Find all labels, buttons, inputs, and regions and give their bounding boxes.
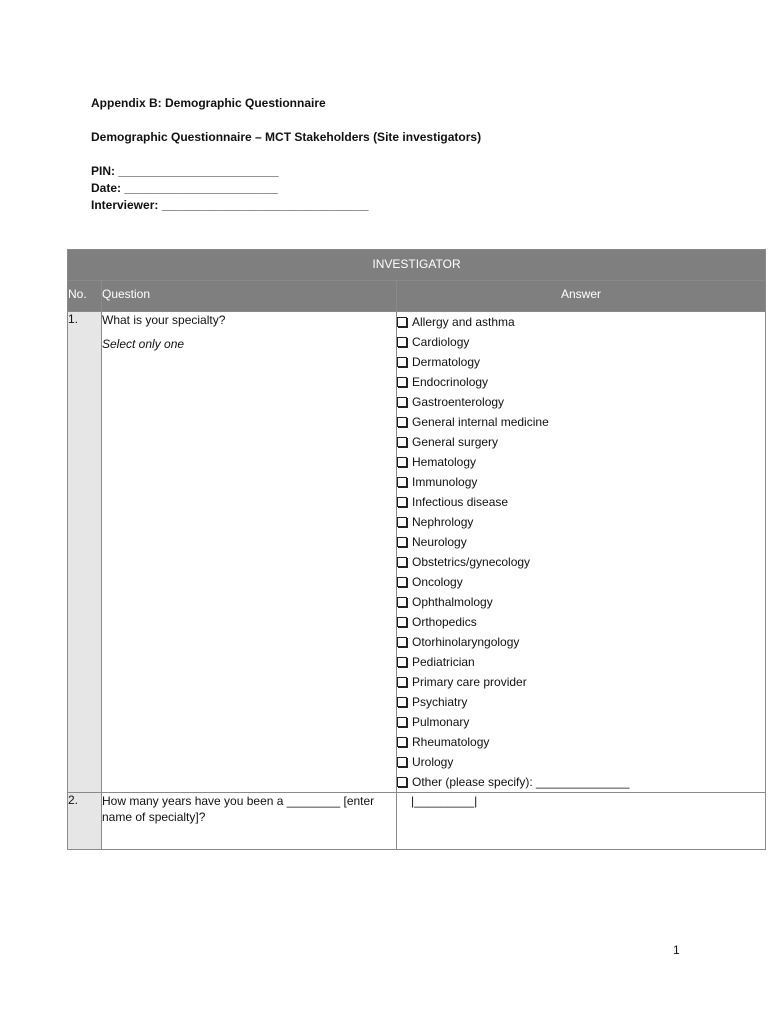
question-number: 1. [68,312,102,793]
option-label: Rheumatology [412,735,490,749]
years-answer-field[interactable]: |_________| [411,794,478,808]
checkbox-icon[interactable] [397,497,407,507]
page-number: 1 [673,943,680,957]
checkbox-icon[interactable] [397,657,407,667]
option-label: Endocrinology [412,375,489,389]
option-label: General internal medicine [412,415,549,429]
option-label: Psychiatry [412,695,468,709]
specialty-option[interactable] [397,592,765,612]
specialty-option[interactable] [397,412,765,432]
option-label: Primary care provider [412,675,527,689]
specialty-option[interactable] [397,452,765,472]
specialty-option[interactable] [397,532,765,552]
checkbox-icon[interactable] [397,637,407,647]
specialty-option[interactable] [397,672,765,692]
checkbox-icon[interactable] [397,437,407,447]
specialty-options [397,312,766,793]
specialty-option[interactable] [397,732,765,752]
checkbox-icon[interactable] [397,757,407,767]
specialty-option[interactable] [397,472,765,492]
checkbox-icon[interactable] [397,737,407,747]
option-label: Infectious disease [412,495,509,509]
checkbox-icon[interactable] [397,337,407,347]
checkbox-icon[interactable] [397,417,407,427]
checkbox-icon[interactable] [397,597,407,607]
checkbox-icon[interactable] [397,677,407,687]
checkbox-icon[interactable] [397,517,407,527]
column-header-answer: Answer [397,281,766,312]
checkbox-icon[interactable] [397,357,407,367]
specialty-option[interactable] [397,632,765,652]
option-label: Dermatology [412,355,481,369]
specialty-option[interactable] [397,772,765,792]
option-label: Neurology [412,535,467,549]
option-label: Cardiology [412,335,470,349]
option-label: Pulmonary [412,715,470,729]
question-text: How many years have you been a ________ [enter name of specialty]? [102,793,397,850]
column-header-no: No. [68,281,102,312]
specialty-option[interactable] [397,332,765,352]
table-row [68,793,766,850]
option-label: Pediatrician [412,655,475,669]
specialty-option[interactable] [397,692,765,712]
option-label: Orthopedics [412,615,477,629]
option-label: Urology [412,755,454,769]
document-header [91,95,481,214]
option-label: Ophthalmology [412,595,493,609]
option-label: Gastroenterology [412,395,505,409]
option-label: Hematology [412,455,477,469]
checkbox-icon[interactable] [397,537,407,547]
checkbox-icon[interactable] [397,717,407,727]
option-label: Obstetrics/gynecology [412,555,531,569]
question-text: What is your specialty? [102,313,226,327]
specialty-option[interactable] [397,712,765,732]
option-label: General surgery [412,435,499,449]
checkbox-icon[interactable] [397,577,407,587]
interviewer-field[interactable]: Interviewer: _______________________________ [91,198,369,212]
checkbox-icon[interactable] [397,317,407,327]
specialty-option[interactable] [397,512,765,532]
date-field[interactable]: Date: _______________________ [91,181,278,195]
checkbox-icon[interactable] [397,457,407,467]
question-number: 2. [68,793,102,850]
specialty-option[interactable] [397,752,765,772]
option-label: Oncology [412,575,463,589]
questionnaire-title: Demographic Questionnaire – MCT Stakeholders (Site investigators) [91,130,482,144]
option-label: Nephrology [412,515,474,529]
option-label: Allergy and asthma [412,315,515,329]
specialty-option[interactable] [397,432,765,452]
specialty-option[interactable] [397,492,765,512]
checkbox-icon[interactable] [397,377,407,387]
specialty-option[interactable] [397,572,765,592]
specialty-option[interactable] [397,352,765,372]
option-label: Other (please specify): ______________ [412,775,630,789]
option-label: Otorhinolaryngology [412,635,520,649]
questionnaire-table [67,249,766,850]
pin-field[interactable]: PIN: ________________________ [91,164,279,178]
checkbox-icon[interactable] [397,557,407,567]
specialty-option[interactable] [397,552,765,572]
specialty-option[interactable] [397,392,765,412]
specialty-option[interactable] [397,652,765,672]
table-banner: INVESTIGATOR [68,250,766,281]
specialty-option[interactable] [397,612,765,632]
checkbox-icon[interactable] [397,397,407,407]
appendix-title: Appendix B: Demographic Questionnaire [91,96,326,110]
column-header-question: Question [102,281,397,312]
question-cell [102,312,397,793]
checkbox-icon[interactable] [397,477,407,487]
specialty-option[interactable] [397,372,765,392]
checkbox-icon[interactable] [397,697,407,707]
specialty-option[interactable] [397,312,765,332]
checkbox-icon[interactable] [397,617,407,627]
question-note: Select only one [102,337,185,351]
checkbox-icon[interactable] [397,777,407,787]
table-row [68,312,766,793]
option-label: Immunology [412,475,478,489]
